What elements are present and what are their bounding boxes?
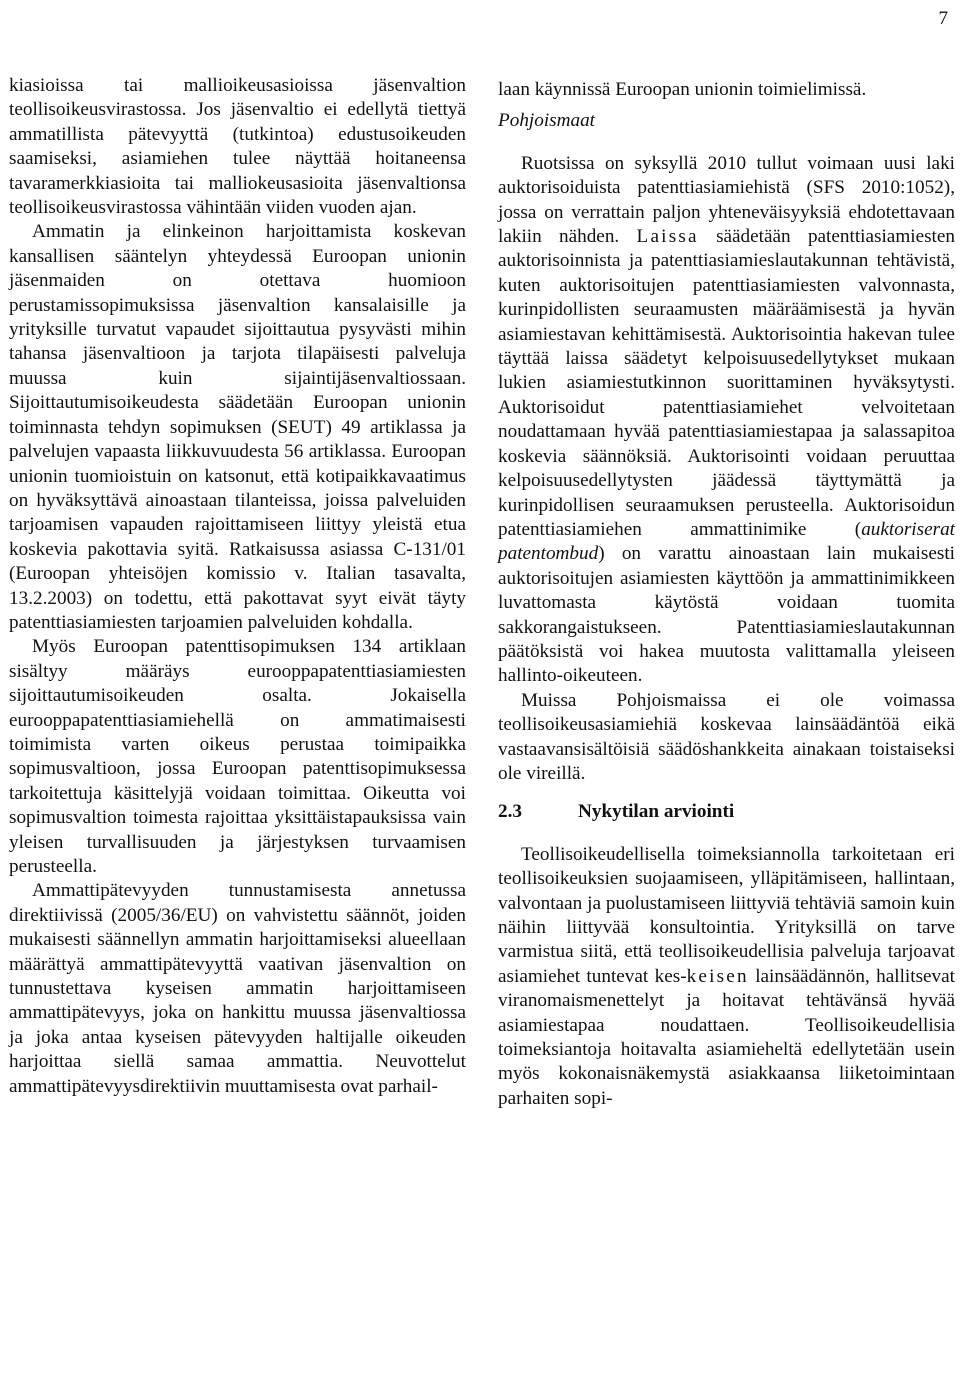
paragraph: Ammatin ja elinkeinon harjoittamista koskevan kansallisen sääntelyn yhteydessä Euroopan unionin jäsenmaiden on otettava huomioon perustamissopimuksissa jäsenvaltion kansalaisille ja yrityksille turvatut vapaudet sijoittautua pysyvästi mihin tahansa jäsenvaltioon ja tarjota tilapäisesti palveluja muussa kuin sijaintijäsenvaltiossaan. Sijoittautumisoikeudesta säädetään Euroopan unionin toiminnasta tehdyn sopimuksen (SEUT) 49 artiklassa ja palvelujen vapaasta liikkuvuudesta 56 artiklassa. Euroopan unionin tuomioistuin on katsonut, että kotipaikkavaatimus on hyväksyttävä ainoastaan tilanteissa, joissa palveluiden tarjoamisen vapauden rajoittamiseen liittyy yleistä etua koskevia pakottavia syitä. Ratkaisussa asiassa C-131/01 (Euroopan yhteisöjen komissio v. Italian tasavalta, 13.2.2003) on todettu, että pakottavat syyt eivät täyty patenttiasiamiesten tarjoamien palveluiden kohdalla. (9, 221, 466, 633)
left-column (9, 74, 466, 1099)
paragraph: Muissa Pohjoismaissa ei ole voimassa teollisoikeusasiamiehiä koskevaa lainsäädäntöä eikä vastaavansisältöisiä säädöshankkeita ainakaan toistaiseksi ole vireillä. (498, 689, 955, 784)
section-title: Nykytilan arviointi (578, 801, 735, 823)
text-run: Ruotsissa on syksyllä 2010 tullut voimaan uusi laki auktorisoiduista patenttiasiamiehistä (SFS 2010:1052), jossa on verrattain paljon yhteneväisyyksiä ehdotettavaan lakiin nähden. (498, 152, 955, 248)
text-run: säädetään patenttiasiamiesten auktorisoinnista ja patenttiasiamieslautakunnan tehtävistä, kuten auktorisoitujen patenttiasiamiesten valvonnasta, kurinpidollisten seuraamusten määräämisestä ja hyvän asiamiestavan kehittämisestä. Auktorisointia hakevan tulee täyttää laissa säädetyt kelpoisuusedellytykset mukaan lukien asiamiestutkinnon suorittaminen hyväksytysti. Auktorisoidut patenttiasiamiehet velvoitetaan noudattamaan hyvää patenttiasiamiestapaa ja salassapitoa koskevia säännöksiä. Auktorisointi voidaan peruuttaa kelpoisuusedellytysten jäädessä täyttymättä ja kurinpidollisen seuraamuksen perusteella. Auktorisoidun patenttiasiamiehen ammattinimike ( (498, 226, 955, 540)
paragraph: laan käynnissä Euroopan unionin toimielimissä. (498, 79, 867, 100)
paragraph: Ammattipätevyyden tunnustamisesta annetussa direktiivissä (2005/36/EU) on vahvistettu säännöt, joiden mukaisesti säännellyn ammatin harjoittamiseksi alueellaan määrättyä ammattipätevyyttä vaativan jäsenvaltion on tunnustettava kyseisen ammatin harjoittamiseen ammattipätevyys, joka on hankittu muussa jäsenvaltiossa ja joka antaa kyseisen pätevyyden haltijalle oikeuden harjoittaa siellä samaa ammattia. Neuvottelut ammattipätevyysdirektiivin muuttamisesta ovat parhail- (9, 880, 466, 1097)
italic-term: auktoriserat patentombud (498, 518, 955, 565)
right-column (498, 78, 955, 1111)
subheading: Pohjoismaat (498, 110, 596, 132)
section-number: 2.3 (498, 801, 522, 823)
spaced-text: Laissa (636, 226, 699, 248)
text-run: Teollisoikeudellisella toimeksiannolla tarkoitetaan eri teollisoikeuksien suojaamiseen, ylläpitämiseen, hallintaan, valvontaan ja puolustamiseen liittyviä tehtäviä samoin kuin näihin liittyvää konsultointia. Yrityksillä on tarve varmistua siitä, että teollisoikeudellisia palveluja tarjoavat asiamiehet tuntevat kes- (498, 843, 955, 987)
paragraph (498, 152, 955, 689)
page-number: 7 (938, 8, 948, 29)
spaced-text: keisen (686, 965, 749, 987)
text-run: ) on varattu ainoastaan lain mukaisesti auktorisoitujen asiamiesten käyttöön ja ammattinimikkeen luvattomasta käytöstä voidaan tuomita sakkorangaistukseen. Patenttiasiamieslautakunnan päätöksistä voi hakea muutosta valittamalla yleiseen hallinto-oikeuteen. (498, 543, 955, 687)
paragraph: kiasioissa tai mallioikeusasioissa jäsenvaltion teollisoikeusvirastossa. Jos jäsenvaltio ei edellytä tiettyä ammatillista pätevyyttä (tutkintoa) edustusoikeuden saamiseksi, asiamiehen tulee näyttää hoitaneensa tavaramerkkiasioita tai malliokeusasioita jäsenvaltionsa teollisoikeusvirastossa vähintään viiden vuoden ajan. (9, 75, 466, 219)
paragraph: Myös Euroopan patenttisopimuksen 134 artiklaan sisältyy määräys eurooppapatenttiasiamiesten sijoittautumisoikeuden osalta. Jokaisella eurooppapatenttiasiamiehellä on ammatimaisesti toimimista varten oikeus perustaa toimipaikka sopimusvaltioon, jossa Euroopan patenttisopimuksessa tarkoitettuja käsittelyjä voidaan toimittaa. Oikeutta voi sopimusvaltion toimesta rajoittaa yksittäistapauksissa vain yleisen turvallisuuden ja järjestyksen turvaamisen perusteella. (9, 636, 466, 877)
section-heading (498, 800, 955, 824)
text-run: lainsäädännön, hallitsevat viranomaismenettelyt ja hoitavat tehtävänsä hyvää asiamiestapaa noudattaen. Teollisoikeudellisia toimeksiantoja hoitavalta asiamieheltä edellytetään usein myös kokonaisnäkemystä asiakkaansa liiketoimintaan parhaiten sopi- (498, 965, 955, 1109)
paragraph (498, 843, 955, 1111)
